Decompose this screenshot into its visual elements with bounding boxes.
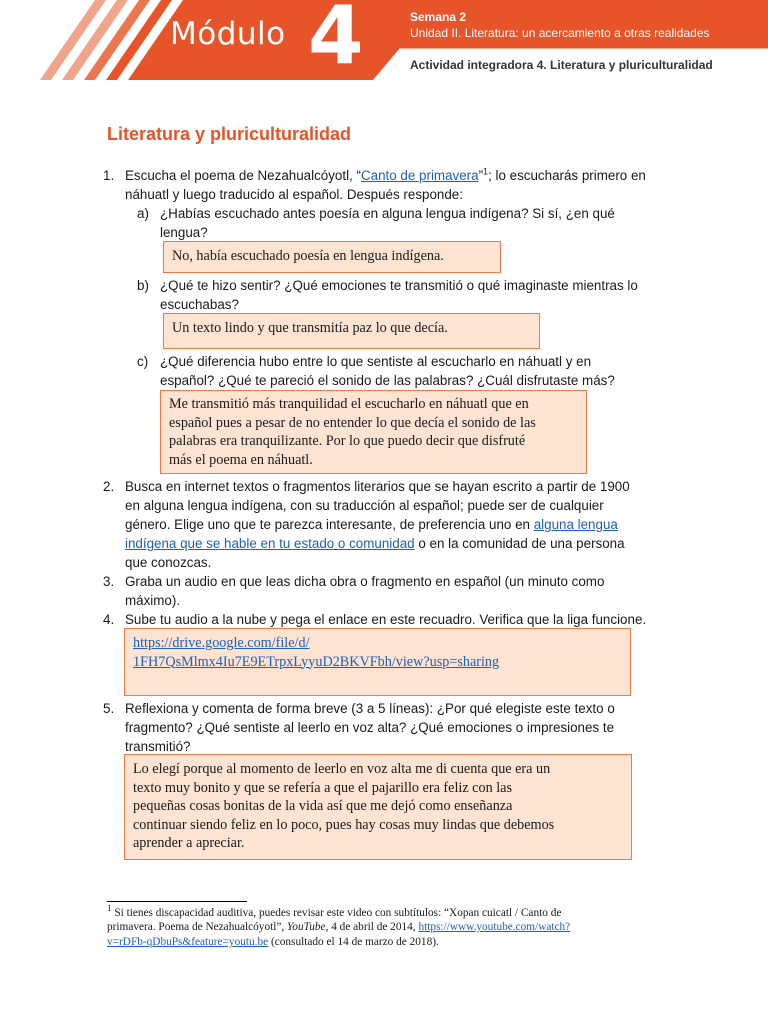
footnote-line-2: primavera. Poema de Nezahualcóyotl”, YouTube, 4 de abril de 2014, https://www.youtube.com/watch?	[107, 921, 571, 933]
question-5-line-1: Reflexiona y comenta de forma breve (3 a 5 líneas): ¿Por qué elegiste este texto o	[125, 701, 615, 716]
answer-line: Lo elegí porque al momento de leerlo en voz alta me di cuenta que era un	[133, 761, 551, 777]
answer-box-1c[interactable]	[160, 390, 587, 474]
question-2-line-5: que conozcas.	[125, 555, 212, 570]
answer-line: continuar siendo feliz en lo poco, pues hay cosas muy lindas que debemos	[133, 816, 555, 833]
question-4-line-1: Sube tu audio a la nube y pega el enlace en este recuadro. Verifica que la liga funcione.	[125, 612, 647, 627]
answer-box-4[interactable]	[124, 628, 631, 696]
poem-link[interactable]: Canto de primavera	[360, 168, 479, 183]
answer-line: pequeñas cosas bonitas de la vida así que me dejó como enseñanza	[133, 798, 513, 814]
question-2-line-1: Busca en internet textos o fragmentos literarios que se hayan escrito a partir de 1900	[125, 479, 630, 494]
question-5-line-3: transmitió?	[125, 739, 191, 754]
drive-link-line[interactable]: https://drive.google.com/file/d/	[133, 635, 310, 651]
language-link[interactable]: alguna lengua	[533, 517, 618, 532]
answer-text: No, había escuchado poesía en lengua indígena.	[172, 248, 444, 264]
answer-box-1a[interactable]	[163, 241, 501, 273]
youtube-link[interactable]: https://www.youtube.com/watch?	[418, 921, 571, 933]
question-1b-line-1: ¿Qué te hizo sentir? ¿Qué emociones te transmitió o qué imaginaste mientras lo	[160, 278, 638, 293]
youtube-link[interactable]: v=rDFb-qDbuPs&feature=youtu.be	[107, 936, 269, 948]
answer-box-1b[interactable]	[163, 313, 540, 349]
question-number: 1.	[103, 168, 115, 183]
answer-box-5[interactable]	[124, 754, 632, 860]
module-number: 4	[308, 0, 364, 82]
question-2-line-2: en alguna lengua indígena, con su traducción al español; puede ser de cualquier	[125, 498, 604, 513]
question-1a-line-1: ¿Habías escuchado antes poesía en alguna lengua indígena? Si sí, ¿en qué	[160, 206, 615, 221]
subquestion-label: b)	[137, 278, 149, 293]
answer-line: Me transmitió más tranquilidad el escucharlo en náhuatl que en	[169, 396, 529, 412]
question-3-line-2: máximo).	[125, 593, 181, 608]
answer-line: aprender a apreciar.	[133, 835, 245, 851]
question-number: 3.	[103, 574, 115, 589]
question-5-line-2: fragmento? ¿Qué sentiste al leerlo en voz alta? ¿Qué emociones o impresiones te	[125, 720, 615, 735]
drive-link-line[interactable]: 1FH7QsMlmx4Iu7E9ETrpxLyyuD2BKVFbh/view?usp=sharing	[133, 653, 500, 670]
subquestion-label: c)	[137, 354, 149, 369]
activity-title: Actividad integradora 4. Literatura y pluriculturalidad	[410, 58, 713, 72]
week-label: Semana 2	[410, 10, 467, 24]
answer-line: palabras era tranquilizante. Por lo que puedo decir que disfruté	[169, 433, 526, 449]
module-label: Módulo	[170, 16, 286, 52]
question-1c-line-1: ¿Qué diferencia hubo entre lo que sentiste al escucharlo en náhuatl y en	[160, 354, 592, 369]
language-link[interactable]: indígena que se hable en tu estado o comunidad	[125, 536, 415, 551]
section-title: Literatura y pluriculturalidad	[107, 124, 352, 144]
question-3-line-1: Graba un audio en que leas dicha obra o fragmento en español (un minuto como	[125, 574, 605, 589]
answer-line: español pues a pesar de no entender lo que decía el sonido de las	[169, 414, 536, 431]
answer-text: Un texto lindo y que transmitía paz lo que decía.	[172, 320, 448, 336]
unit-label: Unidad II. Literatura: un acercamiento a otras realidades	[410, 26, 710, 40]
question-number: 4.	[103, 612, 115, 627]
question-1a-line-2: lengua?	[160, 225, 208, 240]
question-1c-line-2: español? ¿Qué te pareció el sonido de las palabras? ¿Cuál disfrutaste más?	[160, 373, 615, 388]
question-1-line-2: náhuatl y luego traducido al español. Después responde:	[125, 187, 463, 202]
header-banner	[0, 0, 768, 110]
footnote-line-1: $^1$ Si tienes discapacidad auditiva, puedes revisar este video con subtítulos: “Xopan cuicatl / Canto de	[107, 903, 562, 919]
answer-line: más el poema en náhuatl.	[169, 451, 313, 468]
question-number: 5.	[103, 701, 115, 716]
footnote-line-3: v=rDFb-qDbuPs&feature=youtu.be (consultado el 14 de marzo de 2018).	[107, 936, 439, 948]
footnote-ref[interactable]: 1	[483, 166, 489, 177]
module-header	[0, 0, 768, 110]
question-1b-line-2: escuchabas?	[160, 297, 239, 312]
answer-line: texto muy bonito y que se refería a que el pajarillo era feliz con las	[133, 779, 512, 796]
question-number: 2.	[103, 479, 115, 494]
question-1-line-1: Escucha el poema de Nezahualcóyotl, “Canto de primavera”$^1$; lo escucharás primero en	[125, 166, 646, 183]
footnote-separator	[107, 901, 247, 902]
question-2-line-3: género. Elige uno que te parezca interesante, de preferencia uno en alguna lengua	[125, 517, 618, 532]
question-2-line-4: indígena que se hable en tu estado o comunidad o en la comunidad de una persona	[125, 536, 625, 551]
subquestion-label: a)	[137, 206, 149, 221]
